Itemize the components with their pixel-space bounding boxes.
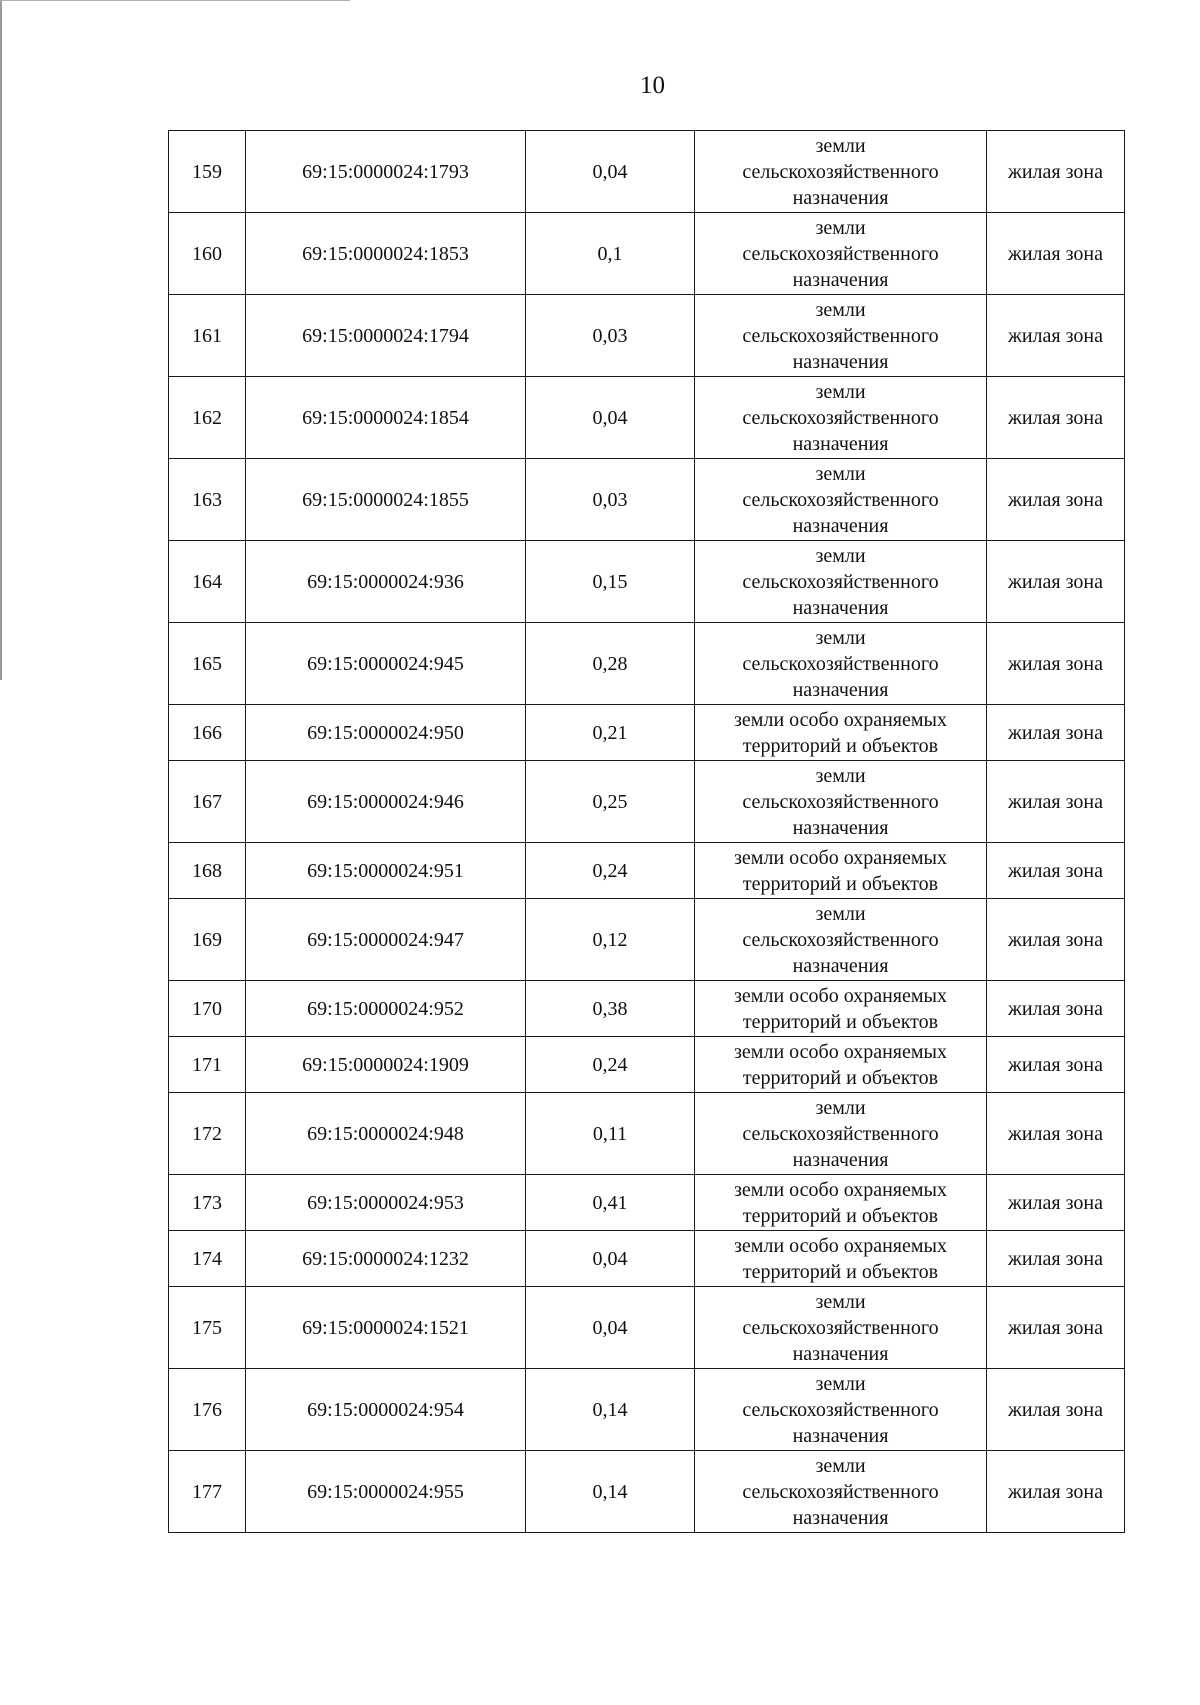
area-cell: 0,14 (526, 1369, 695, 1451)
land-category-line: назначения (792, 954, 889, 977)
table-row (169, 541, 1125, 623)
row-number-cell: 171 (169, 1037, 246, 1093)
zone-cell: жилая зона (987, 131, 1125, 213)
land-category-line: сельскохозяйственного (742, 488, 939, 511)
area-cell: 0,1 (526, 213, 695, 295)
land-category-line: территорий и объектов (742, 1066, 939, 1089)
land-category-line: земли (815, 764, 866, 787)
table-row (169, 1175, 1125, 1231)
area-cell: 0,04 (526, 131, 695, 213)
area-cell: 0,04 (526, 377, 695, 459)
zone-cell: жилая зона (987, 705, 1125, 761)
land-category-line: сельскохозяйственного (742, 570, 939, 593)
zone-cell: жилая зона (987, 981, 1125, 1037)
land-category-line: сельскохозяйственного (742, 406, 939, 429)
land-category-line: земли особо охраняемых (734, 1234, 947, 1257)
row-number-cell: 162 (169, 377, 246, 459)
land-category-line: сельскохозяйственного (742, 1398, 939, 1421)
area-cell: 0,12 (526, 899, 695, 981)
table-row (169, 377, 1125, 459)
zone-cell: жилая зона (987, 541, 1125, 623)
land-category-line: назначения (792, 268, 889, 291)
table-row (169, 843, 1125, 899)
row-number-cell: 177 (169, 1451, 246, 1533)
row-number-cell: 170 (169, 981, 246, 1037)
table-row (169, 981, 1125, 1037)
land-category-cell (695, 295, 987, 377)
land-category-line: назначения (792, 1424, 889, 1447)
table-row (169, 1451, 1125, 1533)
land-category-line: земли (815, 298, 866, 321)
area-cell: 0,41 (526, 1175, 695, 1231)
land-category-cell (695, 1093, 987, 1175)
land-category-line: земли (815, 380, 866, 403)
land-category-line: сельскохозяйственного (742, 1480, 939, 1503)
land-category-line: назначения (792, 432, 889, 455)
cadastral-number-cell: 69:15:0000024:1232 (246, 1231, 526, 1287)
land-category-line: территорий и объектов (742, 872, 939, 895)
cadastral-number-cell: 69:15:0000024:1794 (246, 295, 526, 377)
zone-cell: жилая зона (987, 1231, 1125, 1287)
land-category-line: сельскохозяйственного (742, 1316, 939, 1339)
zone-cell: жилая зона (987, 1175, 1125, 1231)
zone-cell: жилая зона (987, 213, 1125, 295)
land-category-cell (695, 1037, 987, 1093)
land-category-cell (695, 1287, 987, 1369)
land-category-line: земли (815, 1290, 866, 1313)
cadastral-number-cell: 69:15:0000024:1909 (246, 1037, 526, 1093)
land-category-line: сельскохозяйственного (742, 652, 939, 675)
land-category-line: назначения (792, 514, 889, 537)
land-category-line: сельскохозяйственного (742, 1122, 939, 1145)
land-category-line: земли (815, 134, 866, 157)
cadastral-number-cell: 69:15:0000024:936 (246, 541, 526, 623)
land-category-line: сельскохозяйственного (742, 928, 939, 951)
land-category-cell (695, 459, 987, 541)
land-category-line: назначения (792, 816, 889, 839)
land-category-line: земли (815, 902, 866, 925)
scan-edge-top (0, 0, 350, 1)
cadastral-number-cell: 69:15:0000024:955 (246, 1451, 526, 1533)
cadastral-number-cell: 69:15:0000024:1855 (246, 459, 526, 541)
land-category-cell (695, 1175, 987, 1231)
land-category-cell (695, 1369, 987, 1451)
land-category-cell (695, 761, 987, 843)
area-cell: 0,11 (526, 1093, 695, 1175)
land-category-line: земли особо охраняемых (734, 1178, 947, 1201)
land-category-cell (695, 377, 987, 459)
area-cell: 0,21 (526, 705, 695, 761)
area-cell: 0,24 (526, 1037, 695, 1093)
land-category-cell (695, 981, 987, 1037)
land-category-cell (695, 623, 987, 705)
land-category-line: земли особо охраняемых (734, 1040, 947, 1063)
area-cell: 0,04 (526, 1287, 695, 1369)
cadastral-number-cell: 69:15:0000024:1853 (246, 213, 526, 295)
land-category-line: земли (815, 1096, 866, 1119)
row-number-cell: 174 (169, 1231, 246, 1287)
zone-cell: жилая зона (987, 1369, 1125, 1451)
cadastral-number-cell: 69:15:0000024:946 (246, 761, 526, 843)
zone-cell: жилая зона (987, 1037, 1125, 1093)
area-cell: 0,03 (526, 295, 695, 377)
land-category-line: территорий и объектов (742, 1204, 939, 1227)
row-number-cell: 165 (169, 623, 246, 705)
row-number-cell: 176 (169, 1369, 246, 1451)
table-row (169, 761, 1125, 843)
row-number-cell: 168 (169, 843, 246, 899)
land-plots-table (168, 130, 1125, 1533)
table-row (169, 899, 1125, 981)
cadastral-number-cell: 69:15:0000024:947 (246, 899, 526, 981)
cadastral-number-cell: 69:15:0000024:945 (246, 623, 526, 705)
land-category-line: земли особо охраняемых (734, 846, 947, 869)
land-category-line: территорий и объектов (742, 734, 939, 757)
row-number-cell: 161 (169, 295, 246, 377)
land-category-line: назначения (792, 1342, 889, 1365)
land-category-line: земли (815, 216, 866, 239)
land-category-line: территорий и объектов (742, 1260, 939, 1283)
row-number-cell: 159 (169, 131, 246, 213)
land-category-line: назначения (792, 1148, 889, 1171)
cadastral-number-cell: 69:15:0000024:1854 (246, 377, 526, 459)
land-category-cell (695, 213, 987, 295)
land-category-line: земли (815, 1372, 866, 1395)
table-row (169, 705, 1125, 761)
land-category-line: сельскохозяйственного (742, 160, 939, 183)
land-category-line: сельскохозяйственного (742, 324, 939, 347)
row-number-cell: 173 (169, 1175, 246, 1231)
land-category-line: земли (815, 626, 866, 649)
land-category-cell (695, 131, 987, 213)
row-number-cell: 175 (169, 1287, 246, 1369)
table-row (169, 131, 1125, 213)
scan-edge-left (0, 0, 2, 680)
cadastral-number-cell: 69:15:0000024:948 (246, 1093, 526, 1175)
area-cell: 0,38 (526, 981, 695, 1037)
zone-cell: жилая зона (987, 1093, 1125, 1175)
row-number-cell: 167 (169, 761, 246, 843)
row-number-cell: 160 (169, 213, 246, 295)
row-number-cell: 163 (169, 459, 246, 541)
land-category-cell (695, 1231, 987, 1287)
table-row (169, 1093, 1125, 1175)
land-category-line: земли (815, 544, 866, 567)
land-category-line: назначения (792, 350, 889, 373)
table-row (169, 1287, 1125, 1369)
zone-cell: жилая зона (987, 899, 1125, 981)
land-category-line: назначения (792, 186, 889, 209)
table-row (169, 295, 1125, 377)
land-category-line: земли (815, 462, 866, 485)
cadastral-number-cell: 69:15:0000024:1793 (246, 131, 526, 213)
land-category-line: назначения (792, 678, 889, 701)
table-body (169, 131, 1125, 1533)
land-category-line: территорий и объектов (742, 1010, 939, 1033)
land-category-line: земли особо охраняемых (734, 708, 947, 731)
area-cell: 0,28 (526, 623, 695, 705)
zone-cell: жилая зона (987, 1451, 1125, 1533)
land-category-line: земли особо охраняемых (734, 984, 947, 1007)
table-row (169, 1369, 1125, 1451)
cadastral-number-cell: 69:15:0000024:951 (246, 843, 526, 899)
row-number-cell: 169 (169, 899, 246, 981)
land-category-line: сельскохозяйственного (742, 242, 939, 265)
area-cell: 0,25 (526, 761, 695, 843)
land-category-line: назначения (792, 596, 889, 619)
zone-cell: жилая зона (987, 843, 1125, 899)
table-row (169, 623, 1125, 705)
land-category-cell (695, 899, 987, 981)
area-cell: 0,24 (526, 843, 695, 899)
land-category-line: сельскохозяйственного (742, 790, 939, 813)
table-row (169, 213, 1125, 295)
land-category-line: назначения (792, 1506, 889, 1529)
land-category-cell (695, 541, 987, 623)
land-category-cell (695, 843, 987, 899)
row-number-cell: 166 (169, 705, 246, 761)
zone-cell: жилая зона (987, 377, 1125, 459)
land-category-cell (695, 705, 987, 761)
area-cell: 0,15 (526, 541, 695, 623)
cadastral-number-cell: 69:15:0000024:952 (246, 981, 526, 1037)
cadastral-number-cell: 69:15:0000024:953 (246, 1175, 526, 1231)
row-number-cell: 172 (169, 1093, 246, 1175)
cadastral-number-cell: 69:15:0000024:1521 (246, 1287, 526, 1369)
zone-cell: жилая зона (987, 459, 1125, 541)
zone-cell: жилая зона (987, 761, 1125, 843)
table-row (169, 1231, 1125, 1287)
zone-cell: жилая зона (987, 1287, 1125, 1369)
area-cell: 0,03 (526, 459, 695, 541)
table-row (169, 459, 1125, 541)
table-row (169, 1037, 1125, 1093)
land-category-line: земли (815, 1454, 866, 1477)
zone-cell: жилая зона (987, 623, 1125, 705)
page-number: 10 (640, 72, 665, 99)
row-number-cell: 164 (169, 541, 246, 623)
cadastral-number-cell: 69:15:0000024:950 (246, 705, 526, 761)
zone-cell: жилая зона (987, 295, 1125, 377)
area-cell: 0,14 (526, 1451, 695, 1533)
area-cell: 0,04 (526, 1231, 695, 1287)
cadastral-number-cell: 69:15:0000024:954 (246, 1369, 526, 1451)
land-category-cell (695, 1451, 987, 1533)
